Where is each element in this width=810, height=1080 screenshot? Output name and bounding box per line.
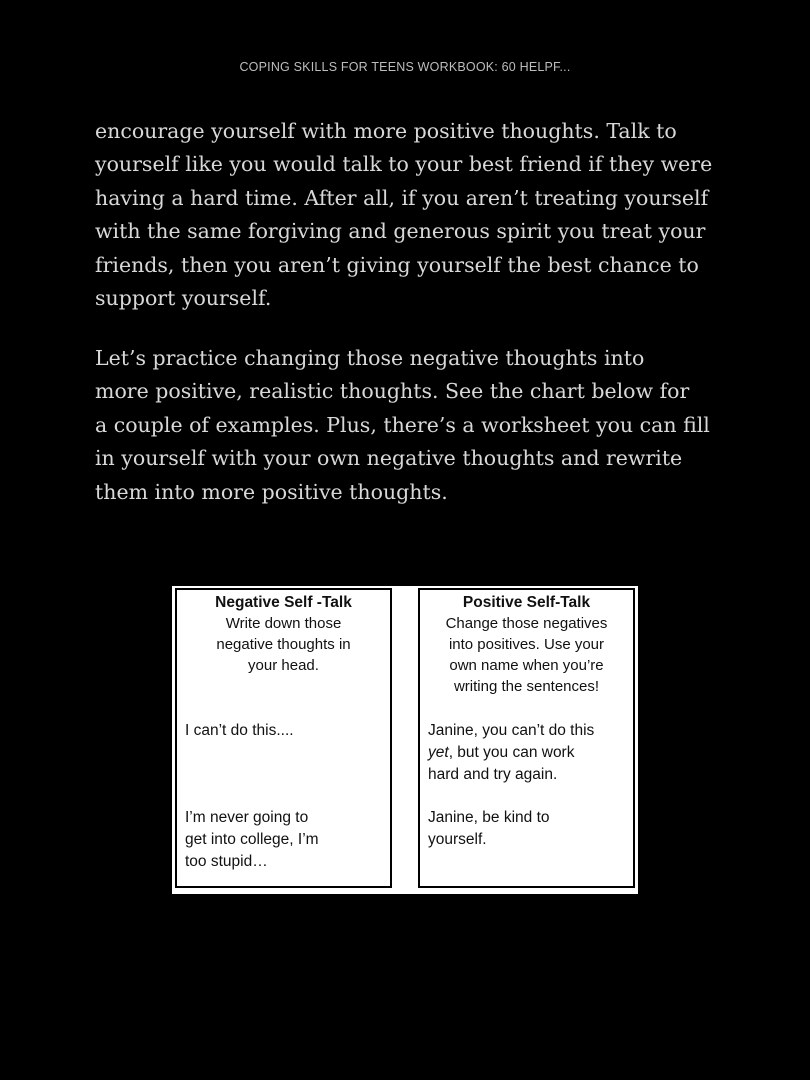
body-paragraph-1: [95, 115, 735, 315]
negative-self-talk-column: [175, 588, 392, 888]
example-line: get into college, I’m: [185, 831, 319, 848]
negative-column-title: Negative Self -Talk: [215, 594, 352, 611]
text-line: Let’s practice changing those negative thoughts into: [95, 346, 645, 370]
instruction-line: writing the sentences!: [453, 678, 600, 695]
instruction-line: your head.: [248, 657, 319, 674]
text-line: a couple of examples. Plus, there’s a worksheet you can fill: [95, 412, 710, 437]
instruction-line: Change those negatives: [445, 615, 608, 632]
text-line: with the same forgiving and generous spirit you treat your: [95, 219, 706, 244]
text-line: yourself like you would talk to your best friend if they were: [95, 152, 713, 177]
example-line: I’m never going to: [185, 809, 309, 826]
text-line: friends, then you aren’t giving yourself the best chance to: [95, 252, 699, 277]
example-line: yourself.: [428, 831, 487, 848]
example-line: Janine, you can’t do this: [428, 722, 595, 739]
body-paragraph-2: [95, 342, 735, 509]
example-line-rest: , but you can work: [448, 744, 575, 761]
text-line: having a hard time. After all, if you aren’t treating yourself: [95, 185, 709, 210]
instruction-line: own name when you’re: [449, 657, 604, 674]
negative-example-1: [185, 720, 294, 742]
book-title-header: COPING SKILLS FOR TEENS WORKBOOK: 60 HELPF...: [239, 60, 571, 74]
example-line: hard and try again.: [428, 766, 558, 783]
positive-column-instructions: [426, 613, 627, 697]
instruction-line: negative thoughts in: [216, 636, 351, 653]
positive-column-title: Positive Self-Talk: [462, 594, 591, 611]
text-line: support yourself.: [95, 286, 272, 311]
negative-column-instructions: [183, 613, 384, 676]
text-line: encourage yourself with more positive thoughts. Talk to: [95, 119, 677, 143]
negative-example-2: [185, 807, 319, 873]
example-line: [428, 742, 594, 764]
positive-example-1: [428, 720, 594, 786]
emphasis-yet: yet: [428, 744, 449, 761]
text-line: in yourself with your own negative thoughts and rewrite: [95, 446, 683, 471]
positive-self-talk-column: [418, 588, 635, 888]
instruction-line: into positives. Use your: [448, 636, 605, 653]
self-talk-chart-figure: [172, 586, 638, 894]
example-line: I can’t do this....: [185, 722, 294, 739]
text-line: more positive, realistic thoughts. See the chart below for: [95, 379, 690, 404]
example-line: Janine, be kind to: [428, 809, 550, 826]
instruction-line: Write down those: [225, 615, 342, 632]
example-line: too stupid…: [185, 853, 268, 870]
text-line: them into more positive thoughts.: [95, 479, 448, 504]
positive-example-2: [428, 807, 550, 851]
